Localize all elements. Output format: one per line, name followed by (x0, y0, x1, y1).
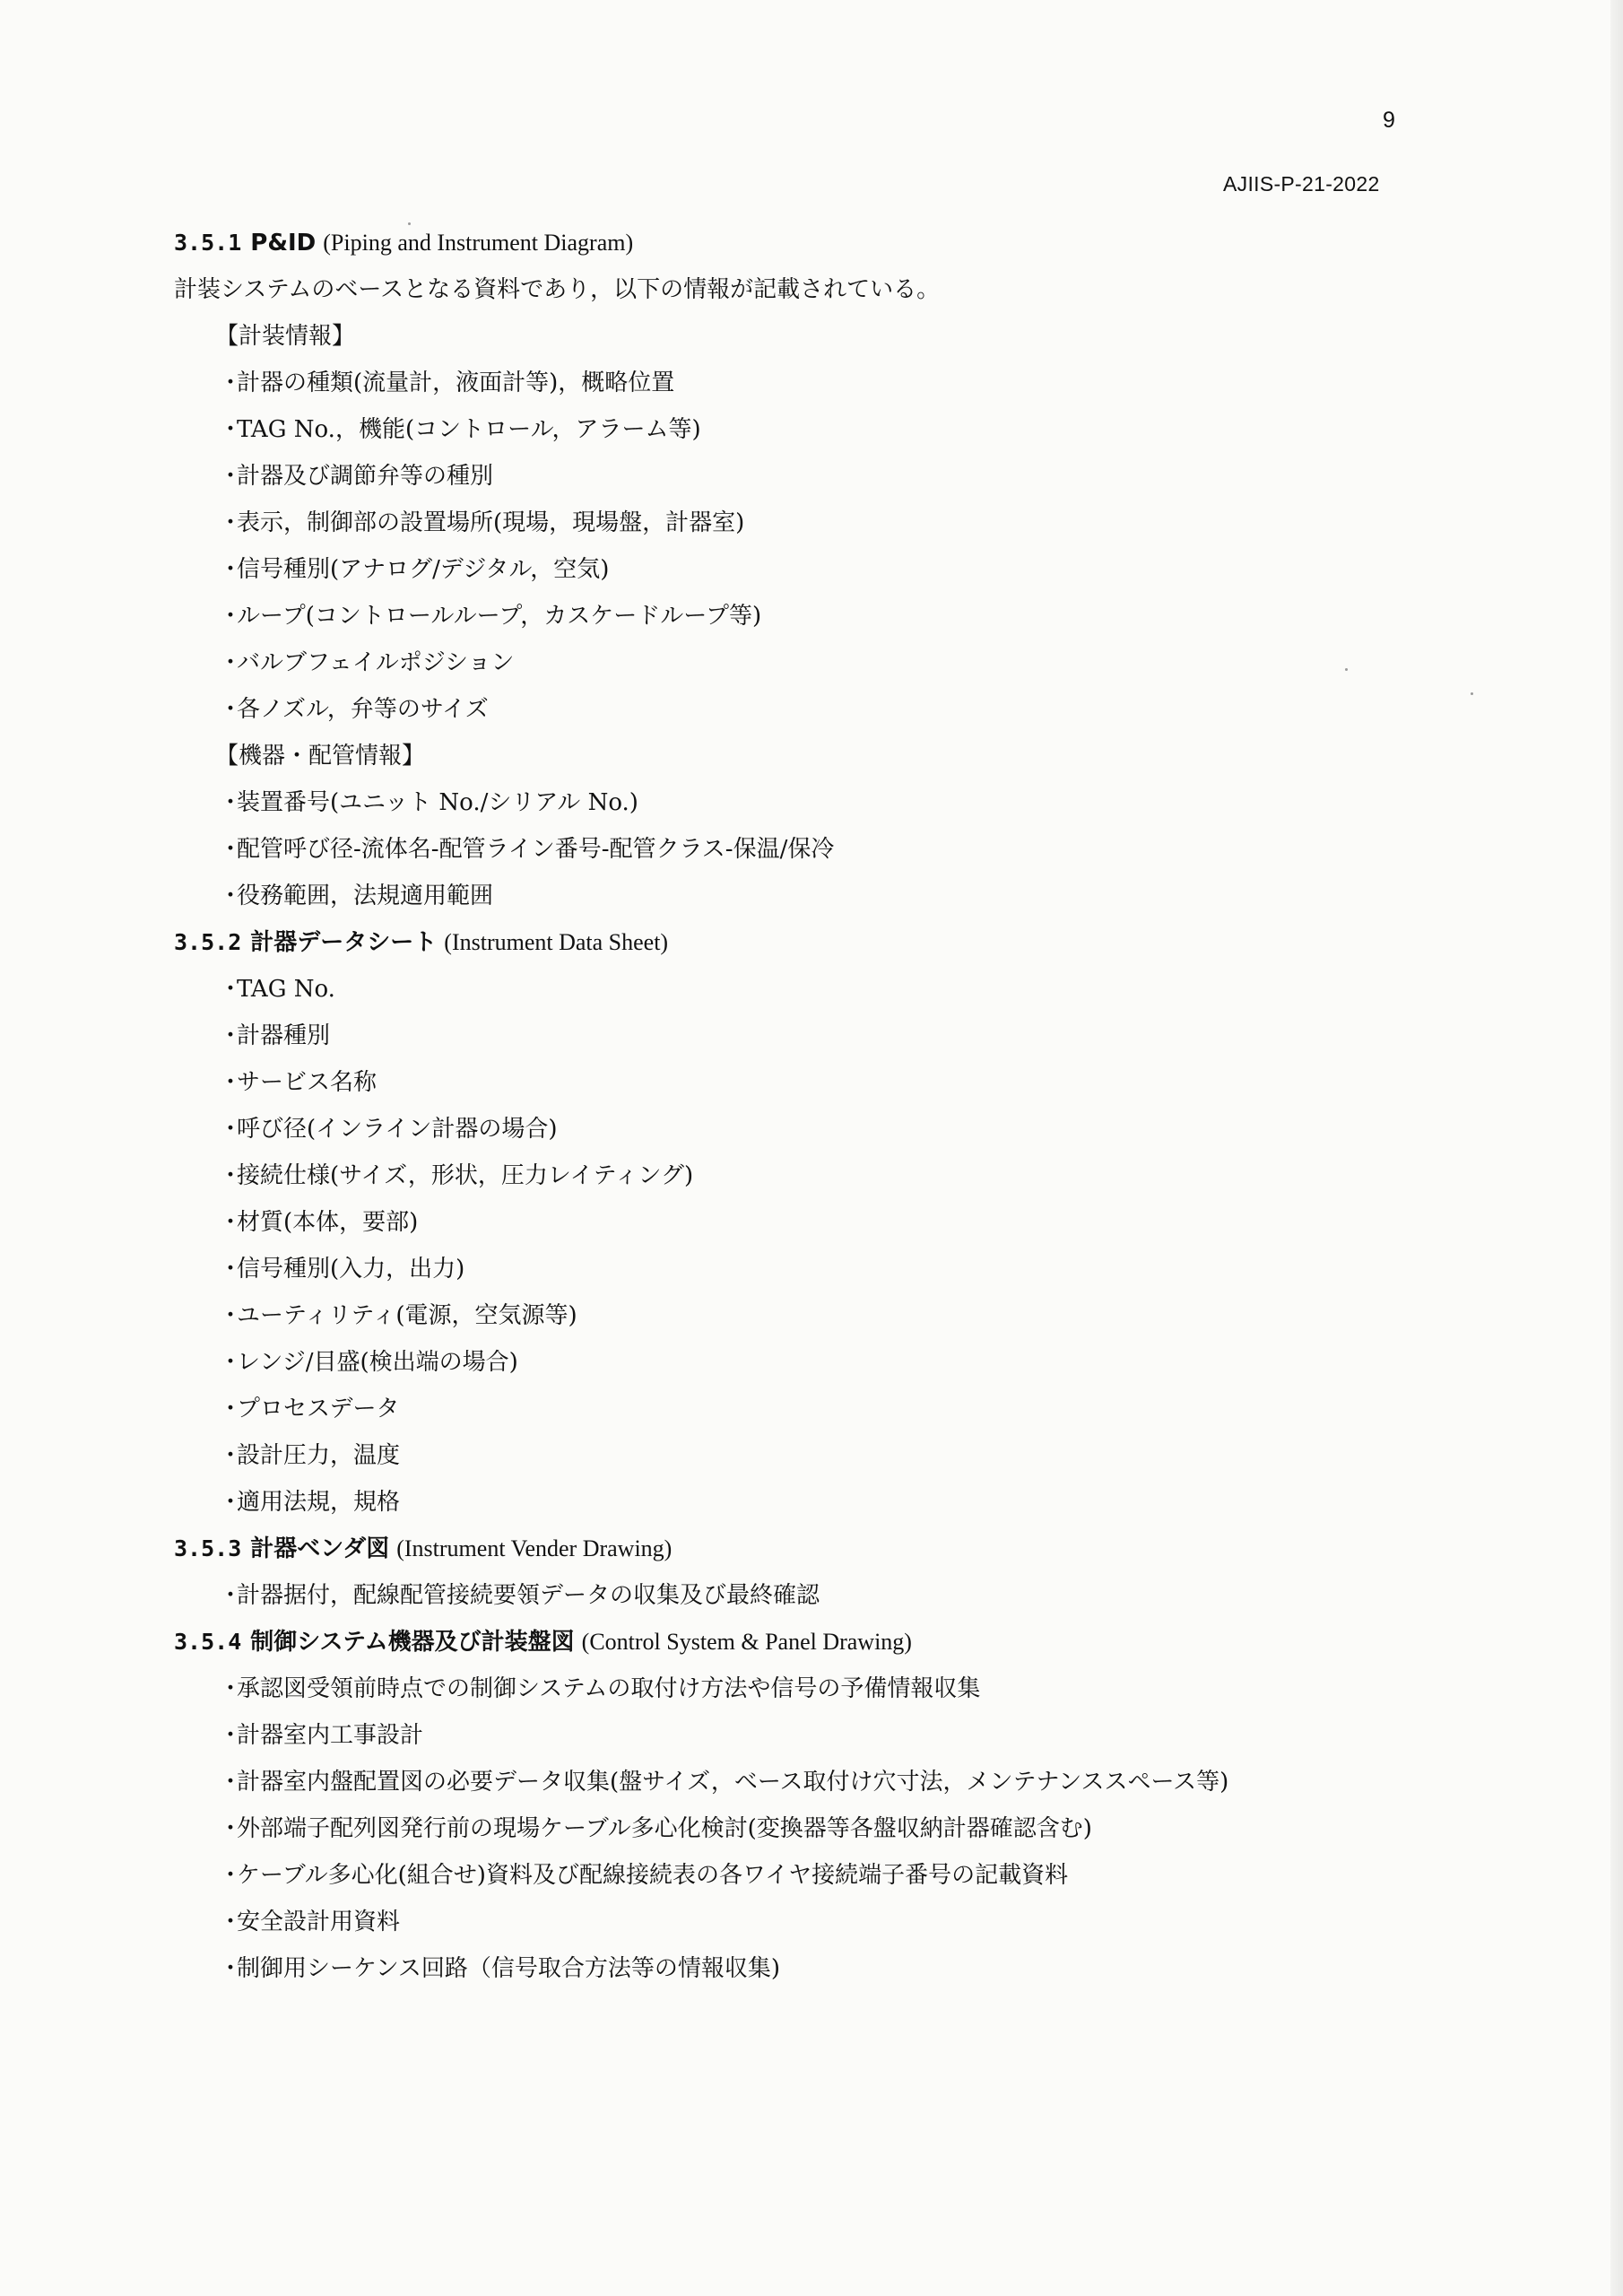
list-item: ・ユーティリティ(電源，空気源等) (219, 1302, 577, 1329)
section-title-en: (Piping and Instrument Diagram) (323, 230, 634, 256)
scan-edge-shadow (1610, 0, 1623, 2296)
list-item: ・接続仕様(サイズ，形状，圧力レイティング) (219, 1162, 694, 1189)
list-item: ・材質(本体，要部) (219, 1209, 419, 1236)
section-title-en: (Instrument Vender Drawing) (396, 1535, 673, 1561)
section-heading-3-5-3 (174, 1534, 672, 1564)
list-item: ・サービス名称 (219, 1069, 378, 1096)
list-item: ・適用法規，規格 (219, 1489, 401, 1516)
list-item: ・レンジ/目盛(検出端の場合) (219, 1349, 518, 1376)
section-title-en: (Control System & Panel Drawing) (581, 1629, 912, 1655)
section-title-jp: 計器ベンダ図 (250, 1535, 390, 1562)
list-item: ・承認図受領前時点での制御システムの取付け方法や信号の予備情報収集 (219, 1675, 981, 1702)
list-item: ・計器及び調節弁等の種別 (219, 463, 494, 490)
list-item: ・制御用シーケンス回路（信号取合方法等の情報収集) (219, 1955, 781, 1982)
list-item: ・バルブフェイルポジション (219, 649, 515, 676)
list-item: ・外部端子配列図発行前の現場ケーブル多心化検討(変換器等各盤収納計器確認含む) (219, 1815, 1092, 1842)
group-label-instrument-info: 【計装情報】 (215, 323, 356, 350)
list-item: ・プロセスデータ (219, 1396, 400, 1422)
list-item: ・計器据付，配線配管接続要領データの収集及び最終確認 (219, 1582, 820, 1609)
section-number: 3.5.3 (174, 1535, 242, 1561)
section-heading-3-5-4 (174, 1627, 912, 1657)
section-title-jp: 制御システム機器及び計装盤図 (250, 1629, 575, 1656)
list-item: ・信号種別(入力，出力) (219, 1256, 465, 1283)
section-heading-3-5-2 (174, 927, 668, 958)
list-item: ・計器の種類(流量計，液面計等)，概略位置 (219, 370, 675, 396)
list-item: ・TAG No.，機能(コントロール，アラーム等) (219, 416, 701, 443)
section-heading-3-5-1 (174, 228, 633, 258)
list-item: ・計器種別 (219, 1022, 331, 1049)
list-item: ・表示，制御部の設置場所(現場，現場盤，計器室) (219, 509, 745, 536)
group-label-equipment-piping-info: 【機器・配管情報】 (215, 743, 426, 770)
list-item: ・配管呼び径-流体名-配管ライン番号-配管クラス-保温/保冷 (219, 836, 835, 863)
scan-speck (1471, 692, 1473, 695)
section-intro: 計装システムのベースとなる資料であり，以下の情報が記載されている。 (174, 276, 941, 303)
section-title-jp: P&ID (250, 230, 317, 257)
list-item: ・ケーブル多心化(組合せ)資料及び配線接続表の各ワイヤ接続端子番号の記載資料 (219, 1862, 1069, 1889)
list-item: ・安全設計用資料 (219, 1909, 401, 1935)
list-item: ・呼び径(インライン計器の場合) (219, 1116, 558, 1143)
list-item: ・信号種別(アナログ/デジタル，空気) (219, 556, 610, 583)
document-id: AJIIS-P-21-2022 (1223, 172, 1380, 196)
list-item: ・各ノズル，弁等のサイズ (219, 696, 489, 723)
section-number: 3.5.4 (174, 1629, 242, 1655)
list-item: ・計器室内工事設計 (219, 1722, 424, 1749)
list-item: ・装置番号(ユニット No./シリアル No.) (219, 789, 638, 816)
scan-speck (408, 222, 411, 225)
section-number: 3.5.1 (174, 230, 242, 256)
list-item: ・TAG No. (219, 976, 335, 1003)
list-item: ・設計圧力，温度 (219, 1442, 401, 1469)
section-number: 3.5.2 (174, 929, 242, 955)
section-title-en: (Instrument Data Sheet) (444, 929, 669, 955)
scan-speck (1345, 668, 1348, 671)
list-item: ・計器室内盤配置図の必要データ収集(盤サイズ，ベース取付け穴寸法，メンテナンススペース等) (219, 1769, 1229, 1796)
page-number: 9 (1383, 108, 1395, 133)
list-item: ・ループ(コントロールループ，カスケードループ等) (219, 603, 762, 630)
list-item: ・役務範囲，法規適用範囲 (219, 883, 494, 909)
section-title-jp: 計器データシート (250, 929, 438, 956)
